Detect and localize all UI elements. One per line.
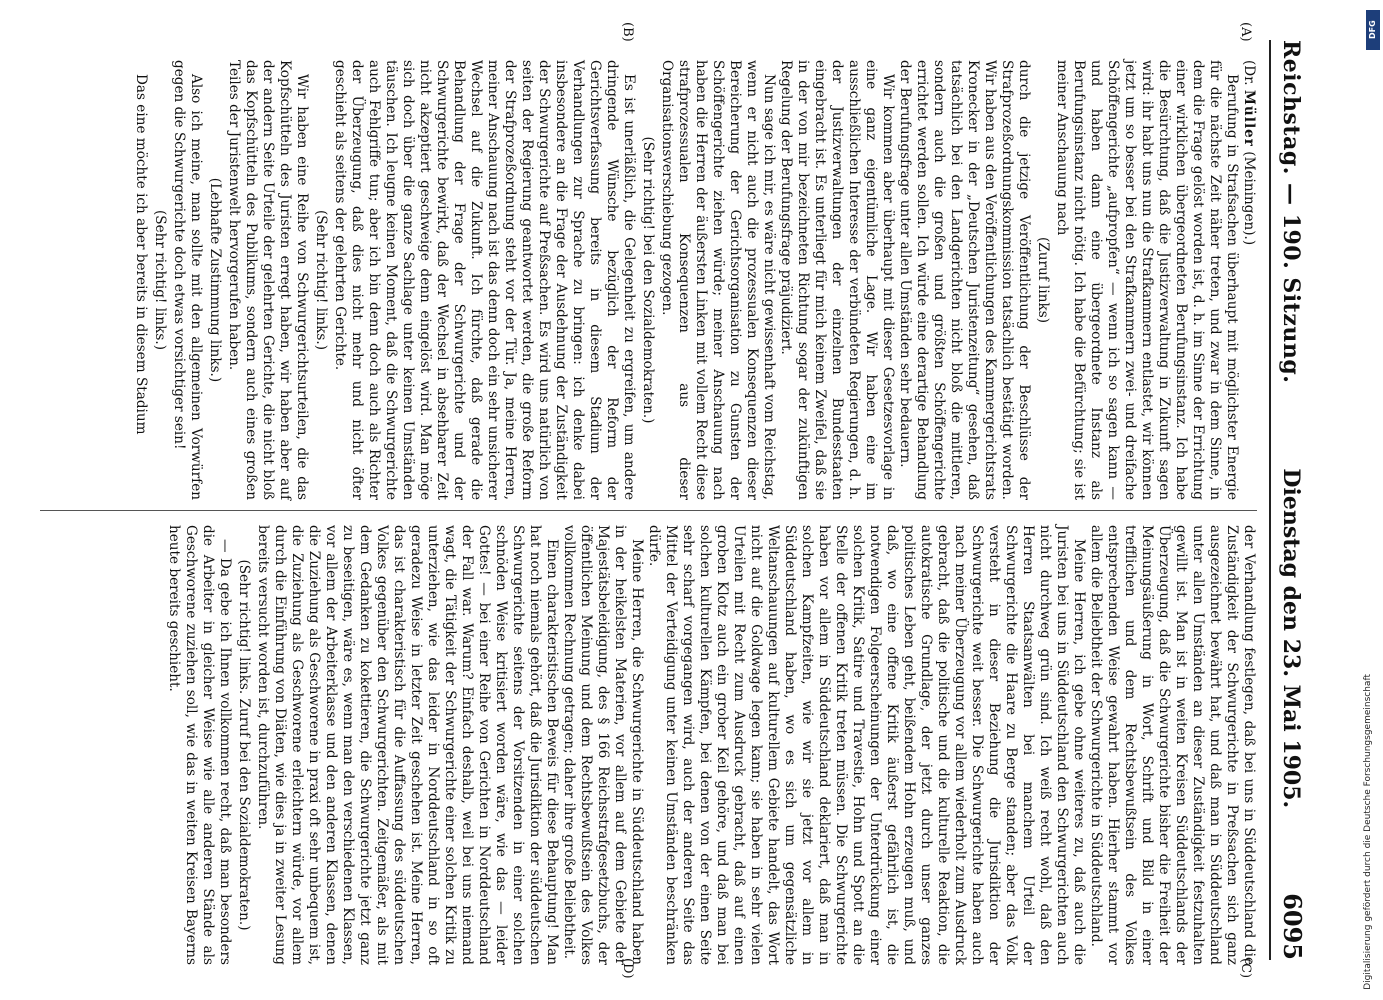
right-column: [40, 525, 1257, 965]
left-column: [40, 60, 1257, 500]
digitization-credit: [1363, 10, 1379, 990]
interjection: (Sehr richtig! links. Zuruf bei den Sozialdemokraten.): [236, 559, 252, 931]
speaker-prefix: (Dr.: [1241, 60, 1257, 86]
paragraph: Berufung in Strafsachen überhaupt mit möglichster Energie für die nächste Zeit näher treten, und zwar in dem Sinne, in dem die Frage gelöst worden ist, d. h. im Sinne der Errichtung einer wirklichen übergeordneten Berufungsinstanz. Ich habe die Besürchtung, daß die Justizverwaltung in Zukunft sagen wird: ihr habt uns nun die Strafkammern entlastet, wir können jetzt um so besser bei den Strafkammern zwei- und dreifache Schöffengerichte „aufpropfen“ — wenn ich so sagen kann — und haben dann eine übergeordnete Instanz als Berufungsinstanz nicht nötig. Ich habe die Befürchtung; sie ist meiner Anschauung nach: [1054, 60, 1240, 500]
margin-marker-c: (C): [1238, 958, 1253, 979]
interjection: (Zuruf links): [1035, 236, 1051, 324]
paragraph: durch die jetzige Veröffentlichung der Beschlüsse der Strafprozeßordnungskommission tatsächlich bestätigt worden. Wir haben aus den Veröffentlichungen des Kammergerichtsrats Kronecker in der „Deutschen Juristenzeitung“ gesehen, daß tatsächlich bei den Landgerichten nicht bloß die mittleren, sondern auch die großen und größten Schöffengerichte errichtet werden sollen. Ich würde eine derartige Behandlung der Berufungsfrage unter allen Umständen sehr bedauern.: [897, 60, 1032, 500]
column-divider: [40, 510, 1257, 511]
paragraph: Wir haben eine Reihe von Schwurgerichtsurteilen, die das Kopfschütteln des Juristen erregt haben, wir haben aber auf der andern Seite Urteile der gelehrten Gerichte, die nicht bloß das Kopfschütteln des Publikums, sondern auch eines großen Teiles der Juristenwelt hervorgerufen haben.: [226, 60, 310, 500]
paragraph: Meine Herren, ich gebe ohne weiteres zu, daß auch die Juristen bei uns in Süddeutschland den Schwurgerichten auch nicht durchweg grün sind. Ich weiß recht wohl, daß den Herren Staatsanwälten bei manchem Urteil der Schwurgerichte die Haare zu Berge standen; aber das Volk versteht in dieser Beziehung die Jurisdiktion der Schwurgerichte weit besser. Die Schwurgerichte haben auch nach meiner Überzeugung vor allem wiederholt zum Ausdruck gebracht, daß die politische und die kulturelle Reaktion, die autokratische Grundlage, der jetzt durch unser ganzes politisches Leben geht, beißendem Hohn erzeugen muß, und daß, wo eine offene Kritik äußerst gefährlich ist, die notwendigen Folgeerscheinungen der Unterdrückung einer solchen Kritik, Satire und Travestie, Hohn und Spott an die Stelle der offenen Kritik treten müssen. Die Schwurgerichte haben vor allem in Süddeutschland deklariert, daß man in solchen Kampfzeiten, wie wir sie jetzt vor allem in Süddeutschland haben, wo es sich um gegensätzliche Weltanschauungen auf kulturellem Gebiete handelt, das Wort nicht auf die Goldwage legen kann; sie haben in sehr vielen Urteilen mit Recht zum Ausdruck gebracht, daß auf einen groben Klotz auch ein grober Keil gehöre, und daß man bei solchen kulturellen Kämpfen, bei denen von der einen Seite sehr scharf vorgegangen wird, auch der anderen Seite das Mittel der Verteidigung unter keinen Umständen beschränken dürfe.: [646, 525, 1087, 965]
speaker-constituency: (Meiningen).): [1241, 151, 1257, 246]
margin-marker-a: (A): [1238, 22, 1253, 42]
margin-marker-d: (D): [620, 958, 635, 979]
paragraph: der Verhandlung festlegen, daß bei uns in Süddeutschland die Zuständigkeit der Schwurgerichte in Preßsachen sich ganz ausgezeichnet bewährt hat, und daß man in Süddeutschland unter allen Umständen an dieser Zuständigkeit festzuhalten gewillt ist. Man ist in weiten Kreisen Süddeutschlands der Überzeugung, daß die Schwurgerichte bisher die Freiheit der Meinungsäußerung in Wort, Schrift und Bild in einer trefflichen und dem Rechtsbewußtsein des Volkes entsprechenden Weise gewahrt haben. Hierher stammt vor allem die Beliebtheit der Schwurgerichte in Süddeutschland.: [1088, 525, 1257, 965]
dfg-logo: DFG: [1366, 10, 1380, 50]
paragraph: — Da gebe ich Ihnen vollkommen recht, daß man besonders die Arbeiter in gleicher Weise wie alle anderen Stände als Geschworene zuziehen soll, wie das in weiten Kreisen Bayerns heute bereits geschieht.: [166, 525, 233, 965]
credit-text: Digitalisierung gefördert durch die Deutsche Forschungsgemeinschaft: [1363, 674, 1373, 990]
session-title: Reichstag. — 190. Sitzung.: [1278, 40, 1304, 384]
interjection: (Sehr richtig! links.): [313, 209, 329, 351]
paragraph: Meine Herren, die Schwurgerichte in Süddeutschland haben in der heikelsten Materien, vor allem auf dem Gebiete der Majestätsbeleidigung, des § 166 Reichsstrafgesetzbuchs, der öffentlichen Meinung und dem Rechtsbewußtsein des Volkes vollkommen Rechnung getragen; daher ihre große Beliebtheit.: [561, 525, 645, 965]
paragraph: Einen charakteristischen Beweis für diese Behauptung! Man hat noch niemals gehört, daß die Jurisdiktion der süddeutschen Schwurgerichte seitens der Vorsitzenden in einer solchen schnöden Weise kritisiert worden wäre, wie das — leider Gottes! — bei einer Reihe von Gerichten in Norddeutschland der Fall war. Warum? Einfach deshalb, weil bei uns niemand wagt, die Tätigkeit der Schwurgerichte einer solchen Kritik zu unterziehen, wie das leider in Norddeutschland in so oft geradezu Weise in letzter Zeit geschehen ist. Meine Herren, das ist charakteristisch für die Auffassung des süddeutschen Volkes gegenüber den Schwurgerichten. Zeitgemäßer, als mit dem Gedanken zu kokettieren, die Schwurgerichte jetzt ganz zu beseitigen, wäre es, wenn man den verschiedenen Klassen, vor allem der Arbeiterklasse und den anderen Klassen, denen die Zuziehung als Geschworene in praxi oft sehr unbequem ist, die Zuziehung als Geschworene erleichtern würde, vor allem durch die Einführung von Diäten, wie dies ja in zweiter Lesung bereits versucht worden ist, durchzuführen.: [255, 525, 560, 965]
speaker-line: [1240, 60, 1257, 500]
page-header: [1269, 40, 1307, 960]
paragraph: Wir kommen aber überhaupt mit dieser Gesetzesvorlage in eine ganz eigentümliche Lage. Wir haben eine im ausschließlichen Interesse der verbündeten Regierungen, d. h. der Justizverwaltungen der einzelnen Bundesstaaten eingebracht ist. Es unterliegt für mich keinem Zweifel, daß sie in der von mir bezeichneten Richtung sogar der zukünftigen Regelung der Berufungsfrage präjudiziert.: [778, 60, 896, 500]
margin-marker-b: (B): [620, 22, 635, 42]
page-number: 6095: [1278, 893, 1307, 960]
session-date: Dienstag den 23. Mai 1905.: [1278, 468, 1304, 809]
interjection: (Sehr richtig! links.): [152, 209, 168, 351]
paragraph: Nun sage ich mir, es wäre nicht gewissenhaft vom Reichstag, wenn er nicht auch die prozessualen Konsequenzen dieser Bereicherung der Gerichtsorganisation zu Gunsten der Schöffengerichte ziehen würde; meiner Anschauung nach haben die Herren der äußersten Linken mit vollem Recht diese strafprozessualen Konsequenzen aus dieser Organisationsverschiebung gezogen.: [659, 60, 777, 500]
paragraph: Das eine möchte ich aber bereits in diesem Stadium: [133, 74, 149, 435]
paragraph: Es ist unerläßlich, die Gelegenheit zu ergreifen, um andere dringende Wünsche bezüglich der Reform der Gerichtsverfassung bereits in diesem Stadium der Verhandlungen zur Sprache zu bringen: ich denke dabei insbesondere an die Frage der Ausdehnung der Zuständigkeit der Schwurgerichte auf Preßsachen. Es wird uns natürlich von seiten der Regierung geantwortet werden, die große Reform der Strafprozeßordnung steht vor der Tür. Ja, meine Herren, meiner Anschauung nach ist das denn doch ein sehr unsicherer Wechsel auf die Zukunft. Ich fürchte, daß gerade die Behandlung der Frage der Schwurgerichte und der Schwurgerichte bewirkt, daß der Wechsel in absehbarer Zeit nicht akzeptiert geschweige denn eingelöst wird. Man möge sich doch über die ganze Sachlage unter keinen Umständen täuschen. Ich leugne keinen Moment, daß die Schwurgerichte auch Fehlgriffe tun; aber ich bin denn doch auch als Richter der Überzeugung, daß dies nicht mehr und nicht öfter geschieht als seitens der gelehrten Gerichte.: [332, 60, 637, 500]
paragraph: Also ich meine, man sollte mit den allgemeinen Vorwürfen gegen die Schwurgerichte doch etwas vorsichtiger sein!: [171, 60, 204, 500]
speaker-name: Müller: [1241, 89, 1257, 147]
interjection: (Lebhafte Zustimmung links.): [207, 177, 223, 383]
interjection: (Sehr richtig! bei den Sozialdemokraten.): [640, 136, 656, 424]
